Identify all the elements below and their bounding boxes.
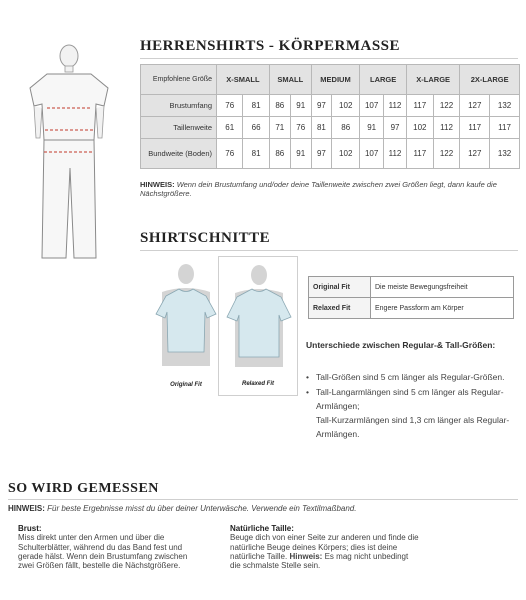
table-cell: 81 [311, 117, 331, 139]
table-cell: 112 [433, 117, 460, 139]
fit-value: Engere Passform am Körper [371, 298, 514, 319]
original-fit-shirt-icon [146, 256, 226, 396]
table-cell: 91 [290, 139, 311, 169]
figure-pants [42, 140, 96, 258]
table-cell: 107 [360, 95, 384, 117]
hint-text: Wenn dein Brustumfang und/oder deine Taillenweite zwischen zwei Größen liegt, dann kaufe die Nächstgrößere. [140, 180, 497, 198]
diff-heading: Unterschiede zwischen Regular-& Tall-Größen: [306, 340, 496, 350]
table-cell: 86 [269, 95, 290, 117]
cut-section-title: SHIRTSCHNITTE [140, 230, 271, 246]
table-cell: 61 [217, 117, 243, 139]
table-cell: 76 [217, 139, 243, 169]
shirt-caption: Original Fit [170, 382, 202, 388]
table-cell: 102 [406, 117, 433, 139]
table-cell: 127 [460, 95, 490, 117]
body-measurement-figure [14, 38, 124, 268]
shirt-original-fit [146, 256, 226, 396]
table-cell: 117 [406, 139, 433, 169]
waist-hint-label: Hinweis: [289, 551, 323, 561]
figure-head [60, 45, 78, 67]
table-cell: 112 [384, 139, 407, 169]
table-cell: 91 [290, 95, 311, 117]
table-row [141, 117, 520, 139]
table-row [309, 298, 514, 319]
fit-key: Original Fit [309, 277, 371, 298]
size-table-corner-label: Empfohlene Größe [141, 65, 217, 95]
row-label: Brustumfang [141, 95, 217, 117]
measure-section-title: SO WIRD GEMESSEN [8, 481, 159, 496]
size-table-header-row [141, 65, 520, 95]
table-cell: 97 [311, 139, 331, 169]
waist-text-note: Es mag nicht unbedingt die schmalste Stelle sein. [230, 551, 409, 571]
figure-shirt [30, 74, 108, 140]
size-header: X-SMALL [217, 65, 270, 95]
divider [140, 250, 518, 251]
table-cell: 81 [243, 95, 269, 117]
table-cell: 122 [433, 95, 460, 117]
size-header: MEDIUM [311, 65, 360, 95]
table-cell: 86 [269, 139, 290, 169]
table-cell: 122 [433, 139, 460, 169]
list-item-text: Tall-Größen sind 5 cm länger als Regular-Größen. [316, 372, 505, 382]
table-cell: 81 [243, 139, 269, 169]
size-section-title: HERRENSHIRTS - KÖRPERMASSE [140, 38, 401, 54]
table-cell: 117 [490, 117, 520, 139]
fit-key: Relaxed Fit [309, 298, 371, 319]
table-cell: 117 [406, 95, 433, 117]
bullet-icon: • [306, 387, 309, 397]
bullet-icon: • [306, 372, 309, 382]
hint-label: HINWEIS: [8, 504, 45, 513]
fit-table [308, 276, 514, 319]
diff-list [306, 370, 520, 442]
chest-text: Miss direkt unter den Armen und über die Schulterblätter, während du das Band fest und gerade hälst. Wenn dein Brustumfang zwischen zwei Größen fällt, bestelle die Nächstgrößere. [18, 533, 188, 571]
table-cell: 117 [460, 117, 490, 139]
fit-value: Die meiste Bewegungsfreiheit [371, 277, 514, 298]
table-cell: 107 [360, 139, 384, 169]
waist-text: Beuge dich von einer Seite zur anderen und finde die natürliche Beuge deines Körpers; dies ist deine natürliche Taille. [230, 533, 419, 561]
list-item-text: Tall-Kurzarmlängen sind 1,3 cm länger als Regular-Armlängen. [316, 415, 510, 439]
measure-hint [8, 504, 520, 514]
divider [8, 499, 518, 500]
relaxed-fit-shirt-icon [219, 257, 299, 397]
row-label: Bundweite (Boden) [141, 139, 217, 169]
table-cell: 91 [360, 117, 384, 139]
size-header: X-LARGE [406, 65, 459, 95]
divider [140, 58, 518, 59]
table-cell: 112 [384, 95, 407, 117]
hint-text: Für beste Ergebnisse misst du über deiner Unterwäsche. Verwende ein Textilmaßband. [47, 504, 357, 513]
size-header: SMALL [269, 65, 311, 95]
list-item-text: Tall-Langarmlängen sind 5 cm länger als Regular-Armlängen; [316, 387, 504, 411]
size-table [140, 64, 520, 169]
waist-heading: Natürliche Taille: [230, 524, 294, 533]
list-item [306, 370, 520, 384]
table-cell: 132 [490, 95, 520, 117]
table-cell: 97 [384, 117, 407, 139]
table-cell: 102 [332, 139, 360, 169]
hint-label: HINWEIS: [140, 180, 175, 189]
table-cell: 97 [311, 95, 331, 117]
waist-instructions [230, 524, 420, 570]
shirt-caption: Relaxed Fit [241, 381, 274, 387]
size-header: 2X-LARGE [460, 65, 520, 95]
table-cell: 127 [460, 139, 490, 169]
table-cell: 71 [269, 117, 290, 139]
list-item [306, 385, 520, 441]
row-label: Taillenweite [141, 117, 217, 139]
table-row [309, 277, 514, 298]
table-cell: 102 [332, 95, 360, 117]
table-cell: 76 [217, 95, 243, 117]
chest-instructions [18, 524, 200, 570]
size-hint [140, 180, 520, 198]
chest-heading: Brust: [18, 524, 42, 533]
table-row [141, 95, 520, 117]
size-header: LARGE [360, 65, 407, 95]
table-cell: 66 [243, 117, 269, 139]
table-row [141, 139, 520, 169]
table-cell: 132 [490, 139, 520, 169]
table-cell: 76 [290, 117, 311, 139]
table-cell: 86 [332, 117, 360, 139]
shirt-relaxed-fit [218, 256, 298, 396]
